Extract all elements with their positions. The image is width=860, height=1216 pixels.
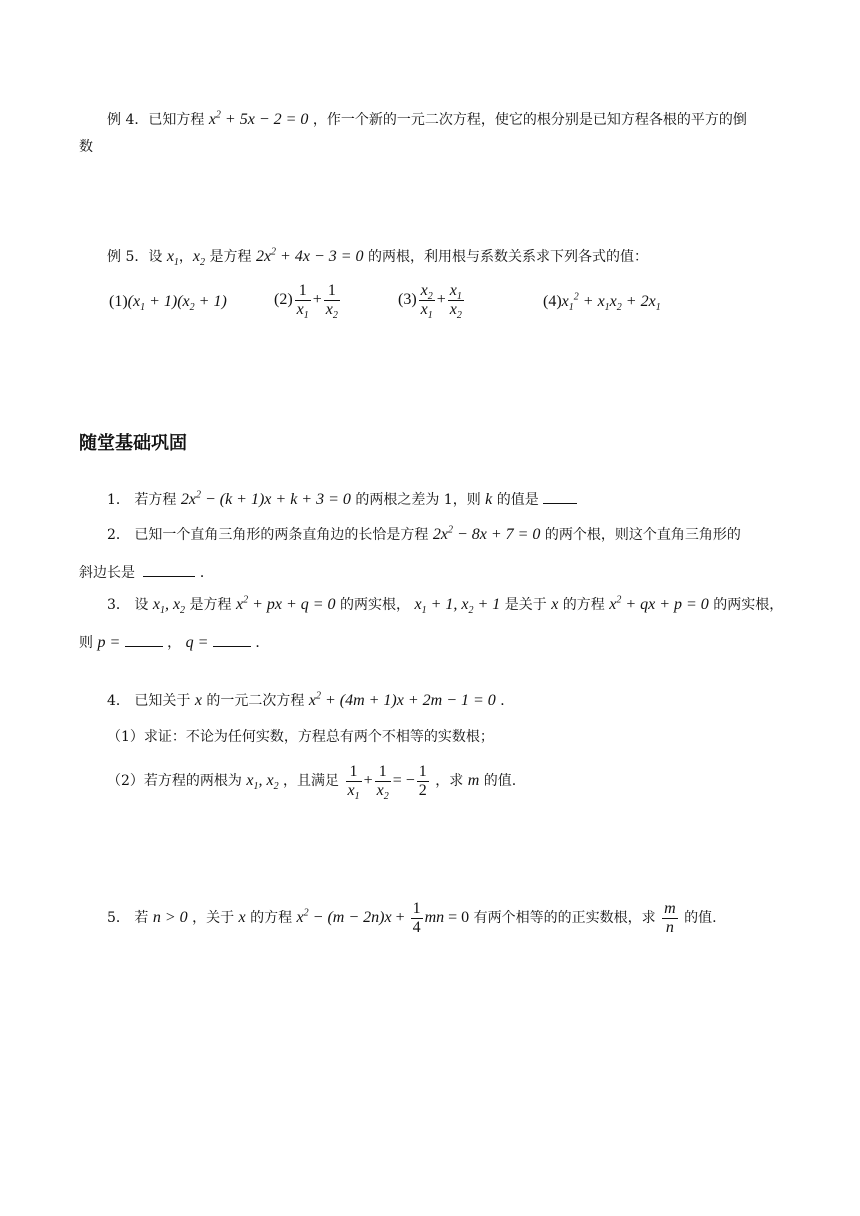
item-4-label: (4)	[543, 293, 562, 310]
question-4-number: 4．	[107, 693, 130, 709]
example-5-label: 例 5．设	[107, 249, 163, 265]
question-3-roots: $x_1$, $x_2$	[152, 596, 186, 617]
question-1-answer-blank[interactable]	[543, 489, 577, 504]
question-2-number: 2．	[107, 527, 130, 543]
question-1-var: k	[485, 491, 493, 508]
question-5-var-x: x	[238, 909, 246, 927]
question-3-shifted-roots: $x_1 + 1$, $x_2 + 1$	[414, 596, 501, 617]
example-5-x2: $x_2$	[192, 248, 206, 269]
question-3-text-f: 的两实根，	[713, 597, 784, 613]
question-4-end: ．	[500, 693, 515, 709]
question-2-text-a: 已知一个直角三角形的两条直角边的长恰是方程	[134, 527, 429, 543]
question-2-text-b: 的两个根，则这个直角三角形的	[544, 527, 741, 543]
question-3-text-b: 是方程	[189, 597, 232, 613]
example-5-equation: $2x^2 + 4x - 3 = 0$	[255, 246, 364, 265]
question-3-p-blank[interactable]	[125, 632, 163, 647]
question-5-text-e: 的值.	[684, 910, 717, 927]
question-2-line-2	[79, 562, 214, 583]
question-1-text-c: 的值是	[496, 492, 539, 508]
item-3-label: (3)	[398, 291, 417, 309]
question-3-end: ．	[255, 635, 270, 651]
item-2-label: (2)	[274, 291, 293, 309]
question-3-line-2	[79, 632, 269, 653]
example-5-sep: ，	[178, 249, 193, 265]
question-3-comma: ，	[167, 635, 182, 651]
example-5-item-2: (2) $\frac{1}{x_1}$ + $\frac{1}{x_2}$	[274, 282, 338, 322]
question-4-part-2-a: （2）若方程的两根为	[107, 773, 242, 790]
question-5-condition: n > 0	[152, 909, 188, 927]
item-1-label: (1)	[109, 293, 128, 310]
question-1-text-a: 若方程	[134, 492, 177, 508]
question-2-equation: $2x^2 - 8x + 7 = 0$	[432, 524, 541, 543]
question-5-text-d: 有两个相等的的正实数根，求	[473, 910, 656, 927]
question-2-line-1	[107, 525, 741, 545]
question-3-text-c: 的两实根，	[340, 597, 411, 613]
question-5-text-a: 若	[134, 910, 149, 927]
question-4-part-2	[107, 763, 517, 803]
question-3-line-1	[107, 595, 783, 615]
question-4-equation: $x^2 + (4m + 1)x + 2m - 1 = 0$	[308, 690, 496, 709]
question-3-text-a: 设	[134, 597, 149, 613]
question-5-equation: $x^2 - (m - 2n)x$ + $\frac{1}{4}$ mn = 0	[296, 900, 470, 936]
example-4-label: 例 4．已知方程	[107, 112, 205, 128]
example-5-x1: $x_1$	[166, 248, 179, 269]
example-5-item-1: $(1)(x_1 + 1)(x_2 + 1)$	[109, 293, 227, 314]
question-1	[107, 489, 577, 510]
question-1-text-b: 的两根之差为 1，则	[355, 492, 481, 508]
question-4-var-x: x	[194, 692, 202, 709]
question-3-number: 3．	[107, 597, 130, 613]
question-5	[107, 900, 717, 937]
question-3-equation-2: $x^2$ + qx + p = 0	[609, 594, 709, 613]
example-5-text: 是方程	[209, 249, 252, 265]
question-5-number: 5．	[107, 910, 130, 927]
question-4-line-1	[107, 691, 514, 711]
question-3-q-label: q =	[185, 634, 209, 651]
example-4-line-1	[107, 110, 747, 130]
question-4-condition: $\frac{1}{x_1}$ + $\frac{1}{x_2}$ = − $\frac{1}{2}$	[347, 763, 427, 803]
question-4-var-m: m	[467, 772, 480, 790]
question-4-part-2-b: ，且满足	[283, 773, 340, 790]
example-4-text-cont: 数	[79, 139, 93, 155]
question-5-text-b: ，关于	[192, 910, 235, 927]
question-3-var-x: x	[551, 596, 559, 613]
question-5-text-c: 的方程	[250, 910, 293, 927]
example-4-line-2	[79, 137, 93, 157]
question-1-equation: $2x^2 - (k + 1)x + k + 3 = 0$	[180, 489, 351, 508]
question-3-text-e: 的方程	[562, 597, 605, 613]
example-4-equation: $x^2 + 5x - 2 = 0$	[208, 109, 309, 128]
question-3-text-d: 是关于	[504, 597, 547, 613]
section-title: 随堂基础巩固	[79, 433, 187, 454]
question-1-number: 1．	[107, 492, 130, 508]
question-4-text-b: 的一元二次方程	[206, 693, 305, 709]
question-2-answer-blank[interactable]	[143, 562, 195, 577]
question-4-text-a: 已知关于	[134, 693, 191, 709]
question-2-text-c: 斜边长是	[79, 565, 135, 581]
question-4-part-2-c: ，求	[435, 773, 464, 790]
example-5-item-3: (3) $\frac{x_2}{x_1}$ + $\frac{x_1}{x_2}$	[398, 282, 462, 322]
question-3-text-g: 则	[79, 635, 93, 651]
question-5-ratio: $\frac{m}{n}$	[664, 900, 676, 936]
example-5-line-1	[107, 247, 648, 267]
question-3-q-blank[interactable]	[213, 632, 251, 647]
question-3-p-label: p =	[97, 634, 121, 651]
question-2-end: ．	[199, 565, 214, 581]
question-4-roots: $x_1$, $x_2$	[246, 772, 279, 793]
example-5-item-4: $(4)x_1^2 + x_1x_2 + 2x_1$	[543, 291, 661, 314]
question-3-equation-1: $x^2$ + px + q = 0	[235, 594, 336, 613]
question-4-part-2-d: 的值.	[483, 773, 517, 790]
question-4-part-1: （1）求证：不论为任何实数，方程总有两个不相等的实数根；	[107, 729, 494, 745]
example-5-text2: 的两根，利用根与系数关系求下列各式的值：	[368, 249, 648, 265]
example-4-text: ，作一个新的一元二次方程，使它的根分别是已知方程各根的平方的倒	[312, 112, 747, 128]
